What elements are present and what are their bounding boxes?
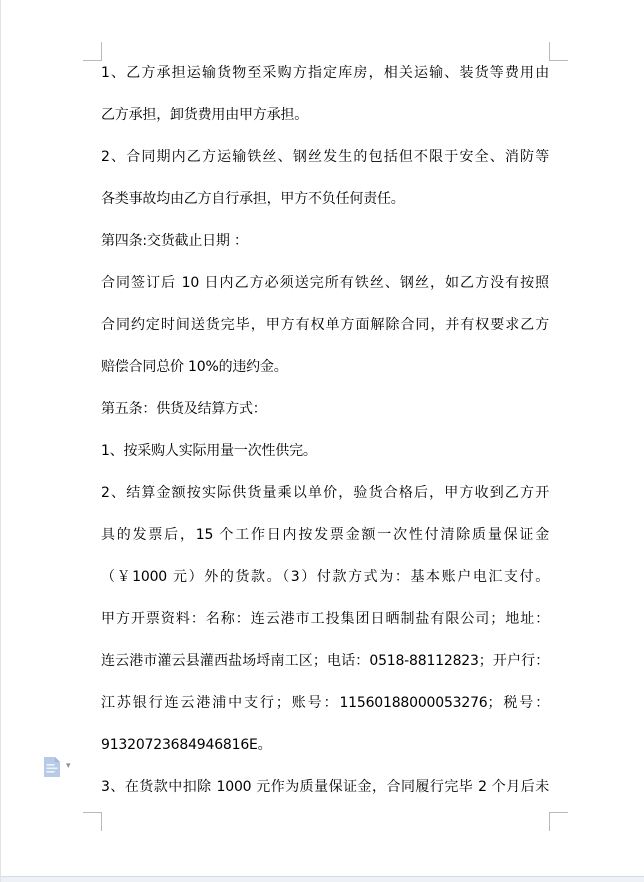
text-line[interactable]: 江苏银行连云港浦中支行；账号：11560188000053276；税号： (101, 695, 549, 711)
text-line[interactable]: 91320723684946816E。 (101, 737, 272, 753)
text-line[interactable]: 连云港市灌云县灌西盐场埒南工区；电话：0518-88112823；开户行： (101, 653, 549, 669)
text-boundary-mark-bottom-left (83, 812, 102, 831)
text-boundary-mark-top-left (83, 42, 102, 61)
text-line[interactable]: 1、乙方承担运输货物至采购方指定库房，相关运输、装货等费用由 (101, 65, 549, 81)
text-line[interactable]: 第四条:交货截止日期 ： (101, 233, 248, 249)
text-line[interactable]: 具的发票后，15 个工作日内按发票金额一次性付清除质量保证金 (101, 527, 549, 543)
text-line[interactable]: 赔偿合同总价 10%的违约金。 (101, 359, 288, 375)
text-line[interactable]: （￥1000 元）外的货款。（3）付款方式为：基本账户电汇支付。 (101, 569, 549, 585)
text-line[interactable]: 合同签订后 10 日内乙方必须送完所有铁丝、钢丝，如乙方没有按照 (101, 275, 549, 291)
text-line[interactable]: 各类事故均由乙方自行承担，甲方不负任何责任。 (101, 191, 405, 207)
paste-options-document-icon (43, 756, 61, 778)
text-line[interactable]: 甲方开票资料：名称：连云港市工投集团日晒制盐有限公司；地址： (101, 611, 549, 627)
chevron-down-icon[interactable]: ▾ (66, 760, 71, 771)
paste-options-button[interactable] (43, 753, 83, 781)
text-line[interactable]: 1、按采购人实际用量一次性供完。 (101, 443, 317, 459)
text-line[interactable]: 合同约定时间送货完毕，甲方有权单方面解除合同，并有权要求乙方 (101, 317, 549, 333)
text-boundary-mark-top-right (549, 42, 568, 61)
window-bottom-strip (1, 876, 644, 882)
text-line[interactable]: 2、结算金额按实际供货量乘以单价，验货合格后，甲方收到乙方开 (101, 485, 549, 501)
text-line[interactable]: 第五条：供货及结算方式： (101, 401, 267, 417)
text-boundary-mark-bottom-right (549, 812, 568, 831)
text-line[interactable]: 3、在货款中扣除 1000 元作为质量保证金，合同履行完毕 2 个月后未 (101, 779, 549, 795)
text-line[interactable]: 乙方承担，卸货费用由甲方承担。 (101, 107, 308, 123)
document-text[interactable] (101, 52, 549, 808)
text-line[interactable]: 2、合同期内乙方运输铁丝、钢丝发生的包括但不限于安全、消防等 (101, 149, 549, 165)
